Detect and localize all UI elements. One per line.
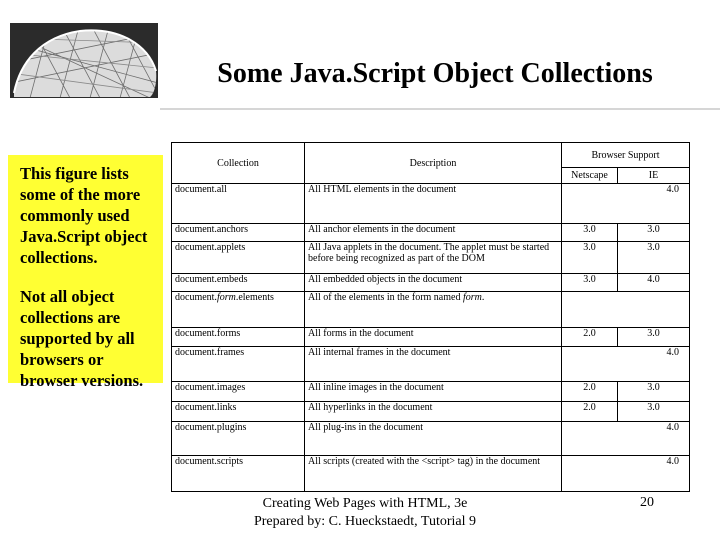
table-row (172, 328, 690, 347)
table-row (172, 382, 690, 402)
slide-title: Some Java.Script Object Collections (217, 58, 653, 89)
table-row (172, 274, 690, 292)
cell-netscape: 2.0 (562, 382, 618, 402)
cell-netscape: 3.0 (562, 274, 618, 292)
cell-netscape: 2.0 (562, 328, 618, 347)
cell-description: All HTML elements in the document (305, 184, 562, 224)
cell-description: All hyperlinks in the document (305, 402, 562, 422)
cell-collection: document.forms (172, 328, 305, 347)
table-row (172, 184, 690, 224)
cell-ie: 4.0 (562, 184, 690, 224)
description-prefix: All of the elements in the form named (308, 292, 463, 303)
cell-collection: document.anchors (172, 224, 305, 242)
cell-ie: 3.0 (618, 402, 690, 422)
description-suffix: . (481, 292, 485, 303)
table-row (172, 456, 690, 492)
cell-description: All scripts (created with the <script> tag) in the document (305, 456, 562, 492)
cell-ie: 4.0 (562, 422, 690, 456)
footer-line-1: Creating Web Pages with HTML, 3e (262, 496, 468, 511)
note-box (8, 155, 163, 390)
cell-collection: document.embeds (172, 274, 305, 292)
cell-netscape: 3.0 (562, 242, 618, 274)
header-ie: IE (618, 168, 690, 184)
cell-ie: 4.0 (562, 456, 690, 492)
table-row (172, 292, 690, 328)
collections-table (171, 142, 690, 492)
cell-ie: 4.0 (562, 347, 690, 382)
title-divider (160, 108, 720, 110)
collection-italic: form (216, 292, 236, 303)
cell-collection: document.applets (172, 242, 305, 274)
description-italic: form (462, 292, 482, 303)
cell-collection: document.scripts (172, 456, 305, 492)
cell-collection: document.frames (172, 347, 305, 382)
collection-prefix: document. (175, 292, 217, 303)
cell-description: All Java applets in the document. The applet must be started before being recognized as part of the DOM (305, 242, 562, 274)
header-netscape: Netscape (562, 168, 618, 184)
cell-collection: document.plugins (172, 422, 305, 456)
header-collection: Collection (172, 143, 305, 184)
cell-description: All internal frames in the document (305, 347, 562, 382)
cell-description: All embedded objects in the document (305, 274, 562, 292)
cell-description: All forms in the document (305, 328, 562, 347)
cell-ie: 3.0 (618, 224, 690, 242)
cell-ie: 4.0 (618, 274, 690, 292)
table-row (172, 224, 690, 242)
note-paragraph-2: Not all object collections are supported by all browsers or browser versions. (20, 287, 144, 390)
header-browser-support: Browser Support (562, 143, 690, 168)
sculpture-photo-image (10, 23, 158, 98)
header-description: Description (305, 143, 562, 184)
cell-description: All anchor elements in the document (305, 224, 562, 242)
cell-description: All inline images in the document (305, 382, 562, 402)
table-row (172, 347, 690, 382)
footer (230, 495, 500, 531)
cell-collection: document.links (172, 402, 305, 422)
table-row (172, 402, 690, 422)
cell-netscape: 3.0 (562, 224, 618, 242)
cell-ie: 3.0 (618, 382, 690, 402)
cell-collection (172, 292, 305, 328)
cell-description: All plug-ins in the document (305, 422, 562, 456)
cell-ie: 3.0 (618, 242, 690, 274)
cell-collection: document.images (172, 382, 305, 402)
cell-netscape: 2.0 (562, 402, 618, 422)
cell-description (305, 292, 562, 328)
cell-ie (562, 292, 690, 328)
cell-ie: 3.0 (618, 328, 690, 347)
page-number: 20 (640, 495, 654, 510)
table-row (172, 422, 690, 456)
note-paragraph-1: This figure lists some of the more commonly used Java.Script object collections. (20, 164, 148, 267)
footer-line-2: Prepared by: C. Hueckstaedt, Tutorial 9 (253, 514, 477, 529)
collection-suffix: .elements (235, 292, 274, 303)
table-row (172, 242, 690, 274)
cell-collection: document.all (172, 184, 305, 224)
